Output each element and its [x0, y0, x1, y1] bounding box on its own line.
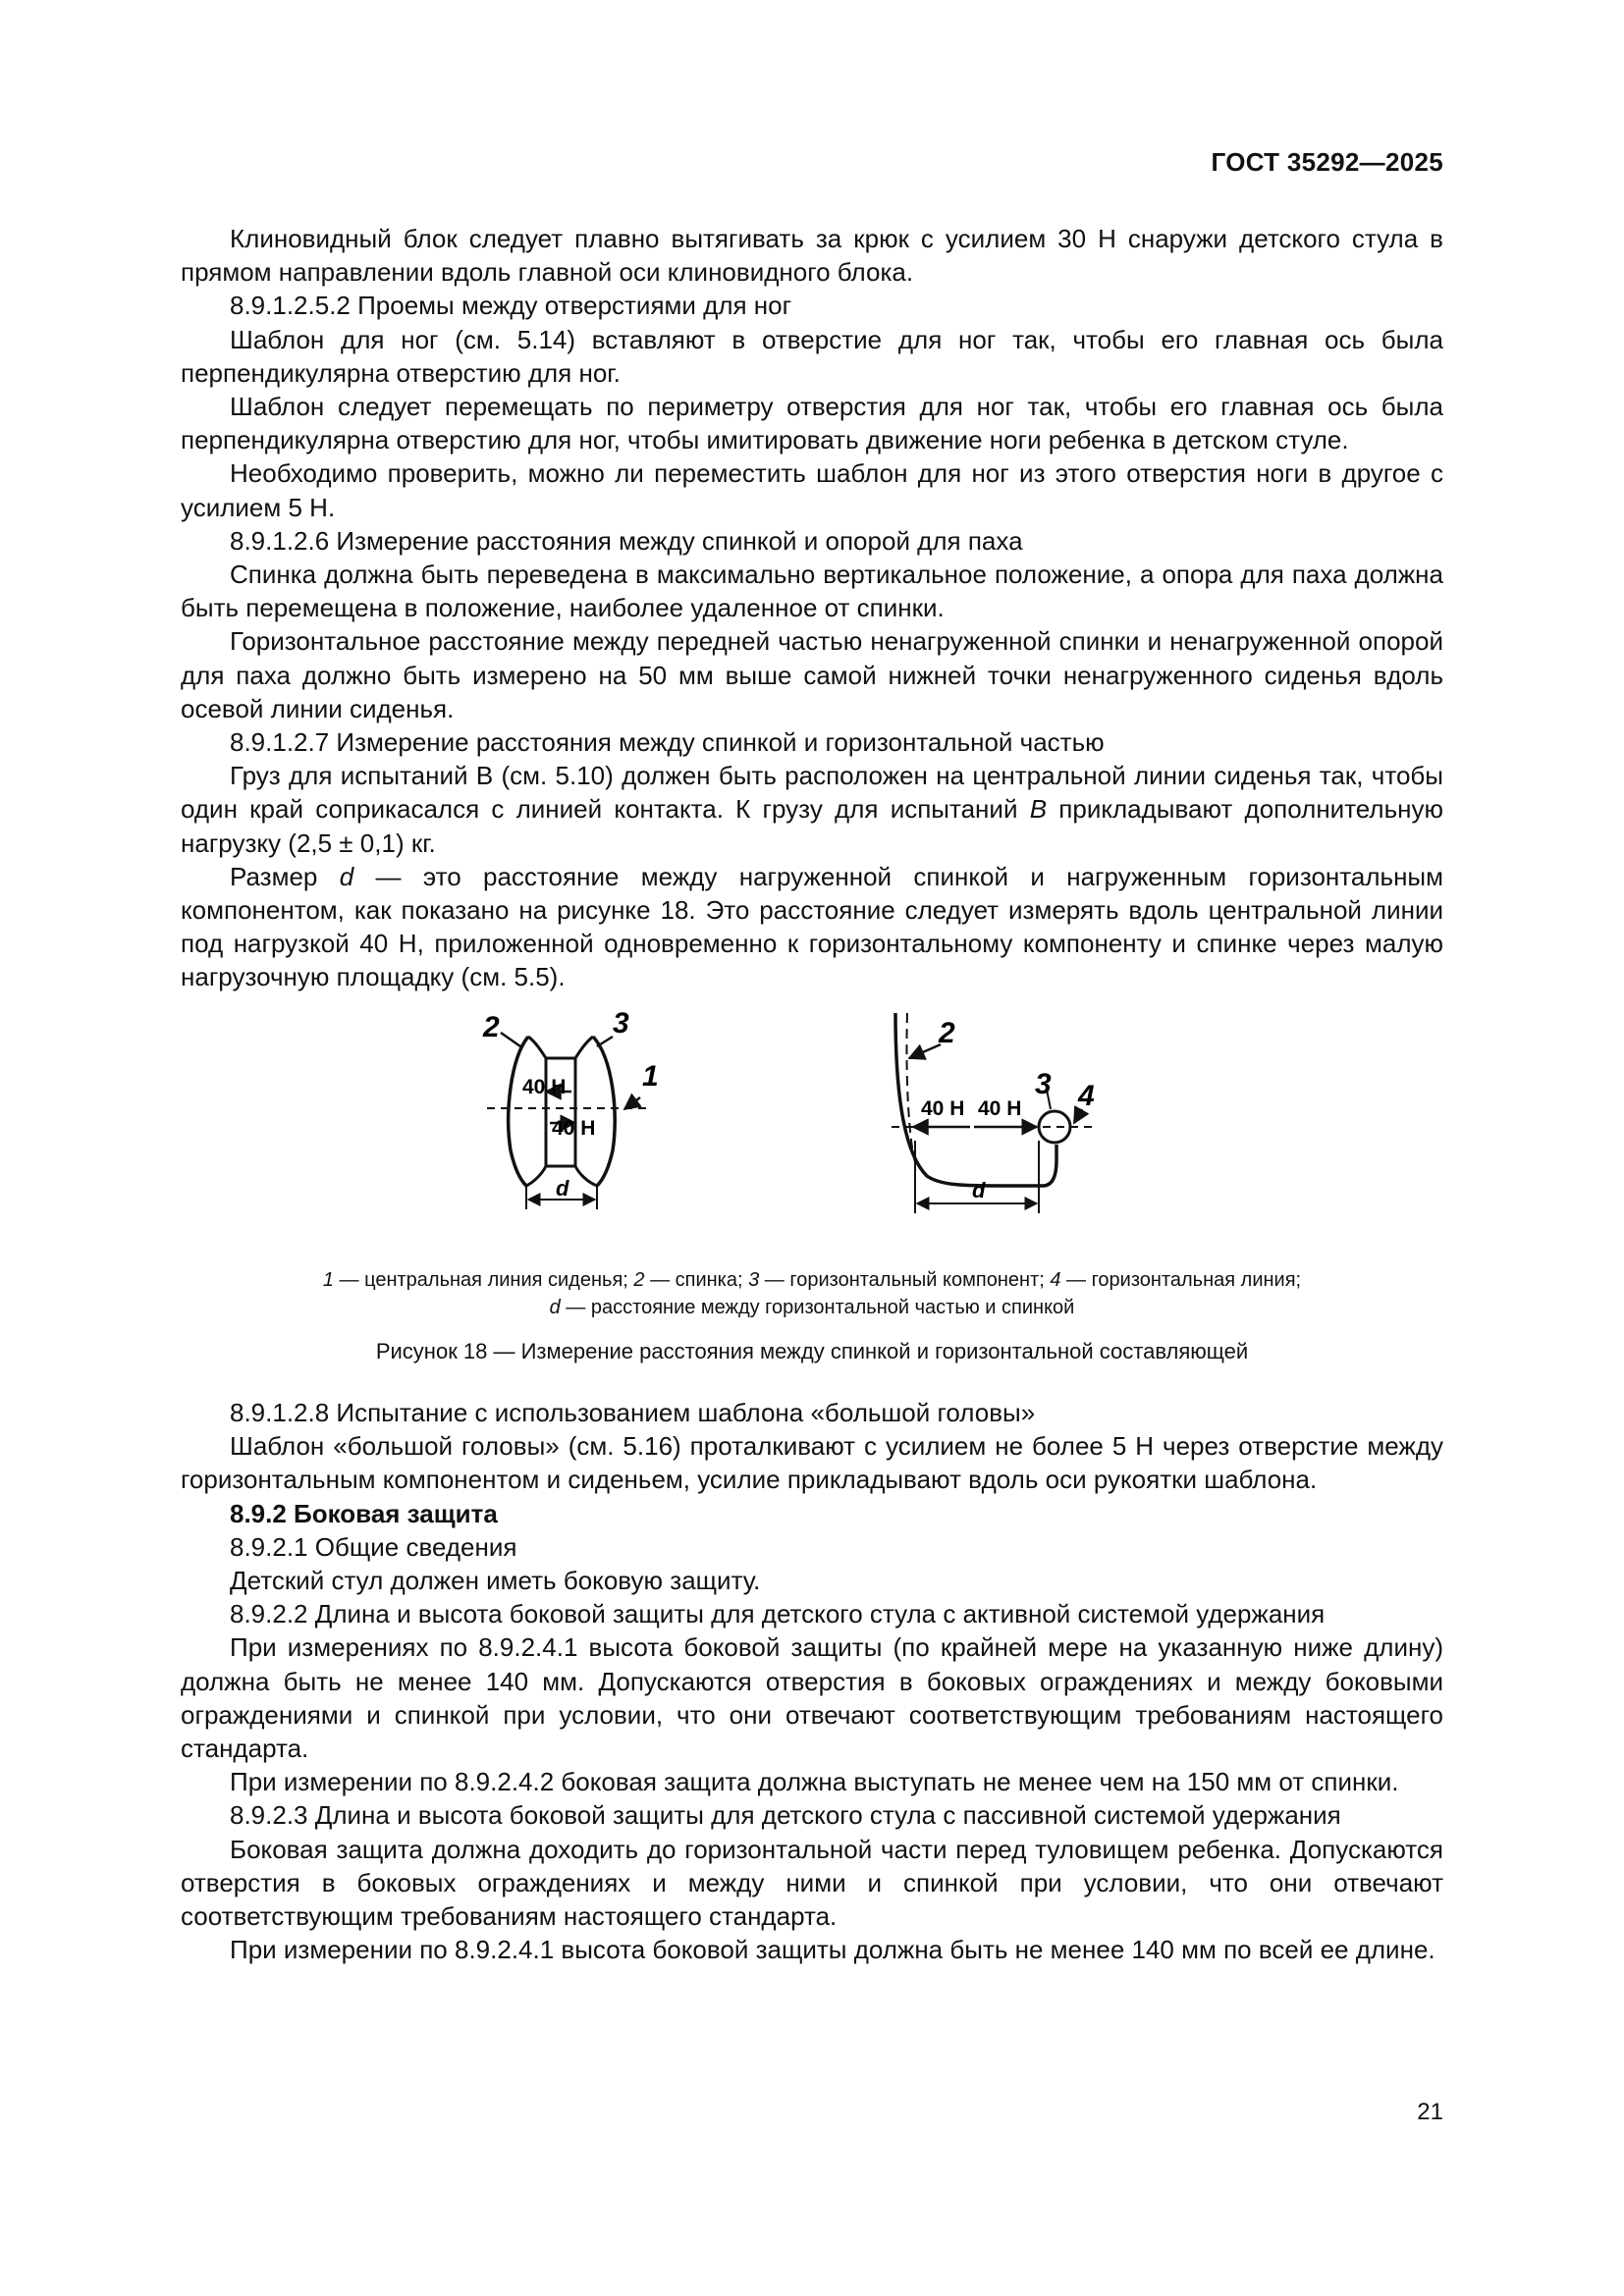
paragraph: 8.9.1.2.7 Измерение расстояния между спинкой и горизонтальной частью: [230, 727, 1105, 758]
legend-key: 3: [748, 1269, 760, 1291]
paragraph: Шаблон для ног (см. 5.14) вставляют в отверстие для ног так, чтобы его главная ось была перпендикулярна отверстию для ног.: [181, 324, 1443, 388]
left-label-3: 3: [613, 1007, 629, 1040]
text-run: Груз для испытаний В (см. 5.10) должен быть расположен на центральной линии сиденья так, чтобы один край соприкасался с линией контакта. К грузу для испытаний: [181, 761, 1443, 825]
paragraph: Спинка должна быть переведена в максимально вертикальное положение, а опора для паха должна быть перемещена в положение, наиболее удаленное от спинки.: [181, 560, 1443, 623]
legend-key: 1: [322, 1269, 334, 1291]
right-label-3: 3: [1035, 1068, 1052, 1100]
legend-line-2: [181, 1294, 1443, 1321]
legend-key: 2: [633, 1269, 645, 1291]
left-force-top: 40 Н: [522, 1076, 567, 1098]
legend-key: 4: [1050, 1269, 1061, 1291]
figure-18: [181, 1003, 1443, 1278]
paragraph: 8.9.2.2 Длина и высота боковой защиты для детского стула с активной системой удержания: [230, 1599, 1326, 1629]
left-label-2: 2: [483, 1011, 500, 1043]
legend-text: — горизонтальный компонент;: [759, 1269, 1051, 1291]
legend-key: d: [549, 1297, 561, 1318]
right-label-4: 4: [1078, 1080, 1095, 1112]
text-run: — это расстояние между нагруженной спинкой и нагруженным горизонтальным компонентом, как показано на рисунке 18. Это расстояние следует измерять вдоль центральной линии под нагрузкой 40 Н, приложенной одновременно к горизонтальному компоненту и спинке через малую нагрузочную площадку (см. 5.5).: [181, 861, 1443, 992]
paragraph: При измерениях по 8.9.2.4.1 высота боковой защиты (по крайней мере на указанную ниже длину) должна быть не менее 140 мм. Допускаются отверстия в боковых ограждениях и между боковыми ограждениями и спинкой при условии, что они отвечают соответствующим требованиям настоящего стандарта.: [181, 1632, 1443, 1764]
text-run: Размер: [230, 861, 340, 891]
left-dimension-d: d: [556, 1176, 569, 1201]
legend-line-1: [181, 1266, 1443, 1294]
right-force-a: 40 Н: [921, 1097, 965, 1120]
right-label-2: 2: [939, 1017, 955, 1049]
left-label-1: 1: [642, 1060, 659, 1093]
paragraph: 8.9.2.1 Общие сведения: [230, 1531, 517, 1562]
right-force-b: 40 Н: [978, 1097, 1022, 1120]
paragraph: [181, 860, 1443, 994]
section-heading: 8.9.2 Боковая защита: [230, 1498, 498, 1528]
figure-18-drawing: [181, 1003, 1443, 1278]
figure-legend: [181, 1266, 1443, 1321]
paragraph: При измерении по 8.9.2.4.1 высота боковой защиты должна быть не менее 140 мм по всей ее длине.: [230, 1935, 1435, 1965]
paragraph: 8.9.2.3 Длина и высота боковой защиты для детского стула с пассивной системой удержания: [230, 1800, 1341, 1831]
legend-text: — центральная линия сиденья;: [334, 1269, 634, 1291]
text-run: прикладывают дополнительную нагрузку (2,5 ± 0,1) кг.: [181, 794, 1443, 858]
paragraph: Боковая защита должна доходить до горизонтальной части перед туловищем ребенка. Допускаются отверстия в боковых ограждениях и между ними и спинкой при условии, что они отвечают соответствующим требованиям настоящего стандарта.: [181, 1834, 1443, 1932]
right-dimension-d: d: [972, 1178, 986, 1202]
legend-text: — горизонтальная линия;: [1060, 1269, 1302, 1291]
paragraph: 8.9.1.2.6 Измерение расстояния между спинкой и опорой для паха: [230, 525, 1023, 556]
left-force-bottom: 40 Н: [552, 1117, 596, 1140]
paragraph: При измерении по 8.9.2.4.2 боковая защита должна выступать не менее чем на 150 мм от спинки.: [230, 1767, 1399, 1797]
paragraph: Горизонтальное расстояние между передней частью ненагруженной спинки и ненагруженной опорой для паха должно быть измерено на 50 мм выше самой нижней точки ненагруженного сиденья вдоль осевой линии сиденья.: [181, 626, 1443, 723]
figure-caption: Рисунок 18 — Измерение расстояния между спинкой и горизонтальной составляющей: [375, 1339, 1249, 1363]
paragraph: 8.9.1.2.8 Испытание с использованием шаблона «большой головы»: [230, 1398, 1036, 1427]
paragraph: Необходимо проверить, можно ли переместить шаблон для ног из этого отверстия ноги в другое с усилием 5 Н.: [181, 458, 1443, 522]
body-section-2: [181, 1396, 1443, 1966]
legend-text: — спинка;: [644, 1269, 749, 1291]
paragraph: 8.9.1.2.5.2 Проемы между отверстиями для ног: [230, 291, 792, 321]
text-run-italic: d: [339, 861, 354, 891]
text-run-italic: B: [1029, 794, 1048, 825]
paragraph: [181, 759, 1443, 860]
paragraph: Клиновидный блок следует плавно вытягивать за крюк с усилием 30 Н снаружи детского стула в прямом направлении вдоль главной оси клиновидного блока.: [181, 224, 1443, 288]
paragraph: Шаблон следует перемещать по периметру отверстия для ног так, чтобы его главная ось была перпендикулярна отверстию для ног, чтобы имитировать движение ноги ребенка в детском стуле.: [181, 392, 1443, 455]
paragraph: Детский стул должен иметь боковую защиту.: [230, 1566, 761, 1596]
page-number: 21: [1417, 2099, 1443, 2125]
document-header: ГОСТ 35292—2025: [1211, 147, 1443, 177]
paragraph: Шаблон «большой головы» (см. 5.16) проталкивают с усилием не более 5 Н через отверстие между горизонтальным компонентом и сиденьем, усилие прикладывают вдоль оси рукоятки шаблона.: [181, 1431, 1443, 1495]
body-section-1: [181, 222, 1443, 994]
legend-text: — расстояние между горизонтальной частью и спинкой: [560, 1297, 1075, 1318]
